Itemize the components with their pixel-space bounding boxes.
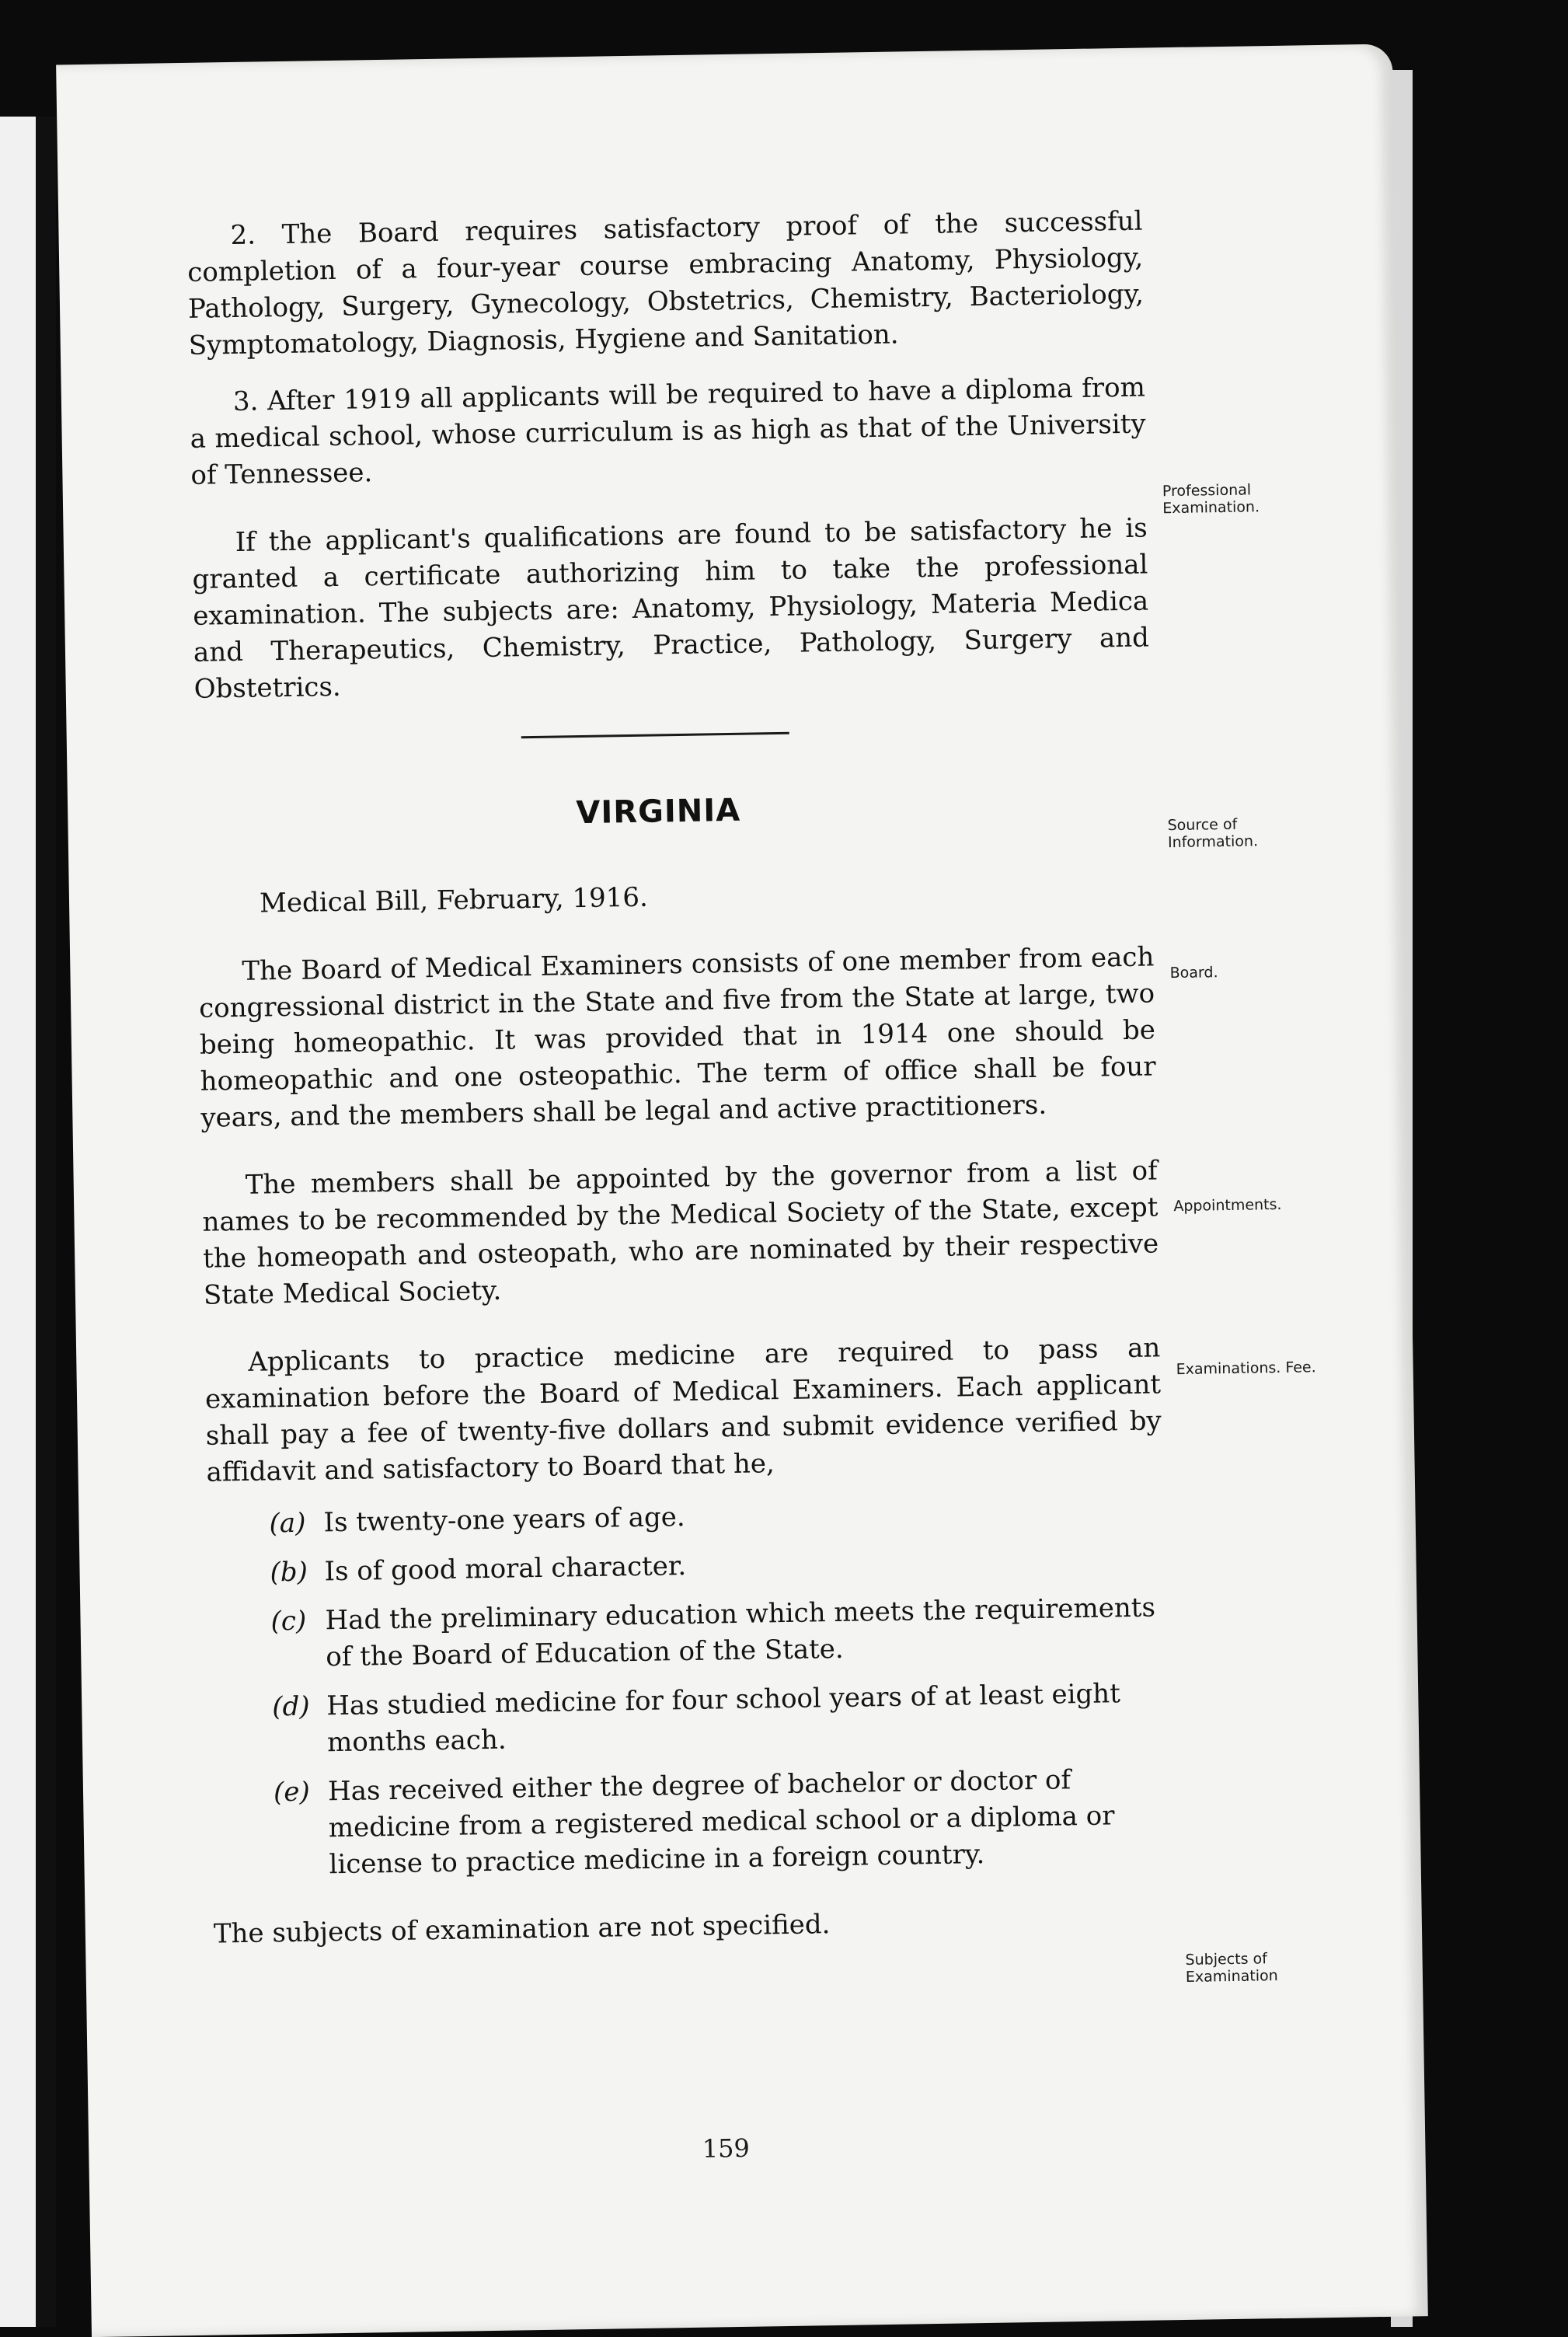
paragraph-board: The Board of Medical Examiners consists of one member from each congressional district in the State and five from the State at large, two being homeopathic. It was provided that in 1914 one should be homeopathic and one osteopathic. The term of office shall be four years, and the members shall be legal and active practitioners. [198,941,1156,1134]
section-heading: VIRGINIA [576,792,741,832]
paragraph-examinations: Applicants to practice medicine are required to pass an examination before the Board of Medical Examiners. Each applicant shall pay a fee of twenty-five dollars and submit evidence verified by affidavit and satisfactory to Board that he, [204,1332,1162,1488]
list-item [270,1540,1164,1591]
paragraph-diploma-requirement: 3. After 1919 all applicants will be required to have a diploma from a medical school, whose curriculum is as high as that of the University of Tennessee. [190,371,1146,491]
list-item [270,1589,1165,1676]
list-text: Has studied medicine for four school years of at least eight months each. [326,1678,1121,1759]
margin-note-source: Source of Information. [1167,815,1259,852]
requirements-list [269,1491,1169,1884]
page-number: 159 [702,2133,751,2164]
section-divider [521,732,789,738]
list-item [274,1760,1169,1884]
list-text: Has received either the degree of bachelor or doctor of medicine from a registered medical school or a diploma or license to practice medicine in a foreign country. [327,1764,1115,1881]
list-text: Is of good moral character. [324,1550,687,1588]
margin-note-professional-exam: Professional Examination. [1162,481,1260,518]
list-marker: (d) [272,1690,310,1723]
margin-note-board: Board. [1169,964,1218,982]
source-line: Medical Bill, February, 1916. [259,881,649,919]
margin-note-exam-fee: Examinations. Fee. [1176,1359,1316,1379]
margin-note-appointments: Appointments. [1173,1195,1282,1216]
list-marker: (b) [270,1556,308,1589]
list-item [269,1491,1163,1542]
closing-line: The subjects of examination are not specified. [213,1909,831,1950]
facing-page-edge [0,117,36,2327]
virginia-section [197,871,1169,1952]
book-page [56,44,1428,2337]
top-section [186,204,1150,708]
margin-note-subjects: Subjects of Examination [1185,1950,1278,1986]
list-text: Had the preliminary education which meets the requirements of the Board of Education of the State. [325,1592,1156,1673]
book-gutter [36,117,56,2327]
paragraph-appointments: The members shall be appointed by the governor from a list of names to be recommended by the Medical Society of the State, except the homeopath and osteopath, who are nominated by their respective State Medical Society. [202,1155,1159,1311]
list-item [272,1675,1166,1762]
list-text: Is twenty-one years of age. [323,1502,685,1539]
paragraph-course-requirements: 2. The Board requires satisfactory proof of the successful completion of a four-year course embracing Anatomy, Physiology, Pathology, Surgery, Gynecology, Obstetrics, Chemistry, Bacteriology, Symptomatology, Diagnosis, Hygiene and Sanitation. [187,205,1145,361]
list-marker: (c) [270,1605,307,1638]
list-marker: (a) [269,1507,306,1540]
paragraph-professional-exam: If the applicant's qualifications are found to be satisfactory he is granted a certificate authorizing him to take the professional examination. The subjects are: Anatomy, Physiology, Materia Medica and Therapeutics, Chemistry, Practice, Pathology, Surgery and Obstetrics. [192,512,1150,705]
list-marker: (e) [273,1776,311,1809]
